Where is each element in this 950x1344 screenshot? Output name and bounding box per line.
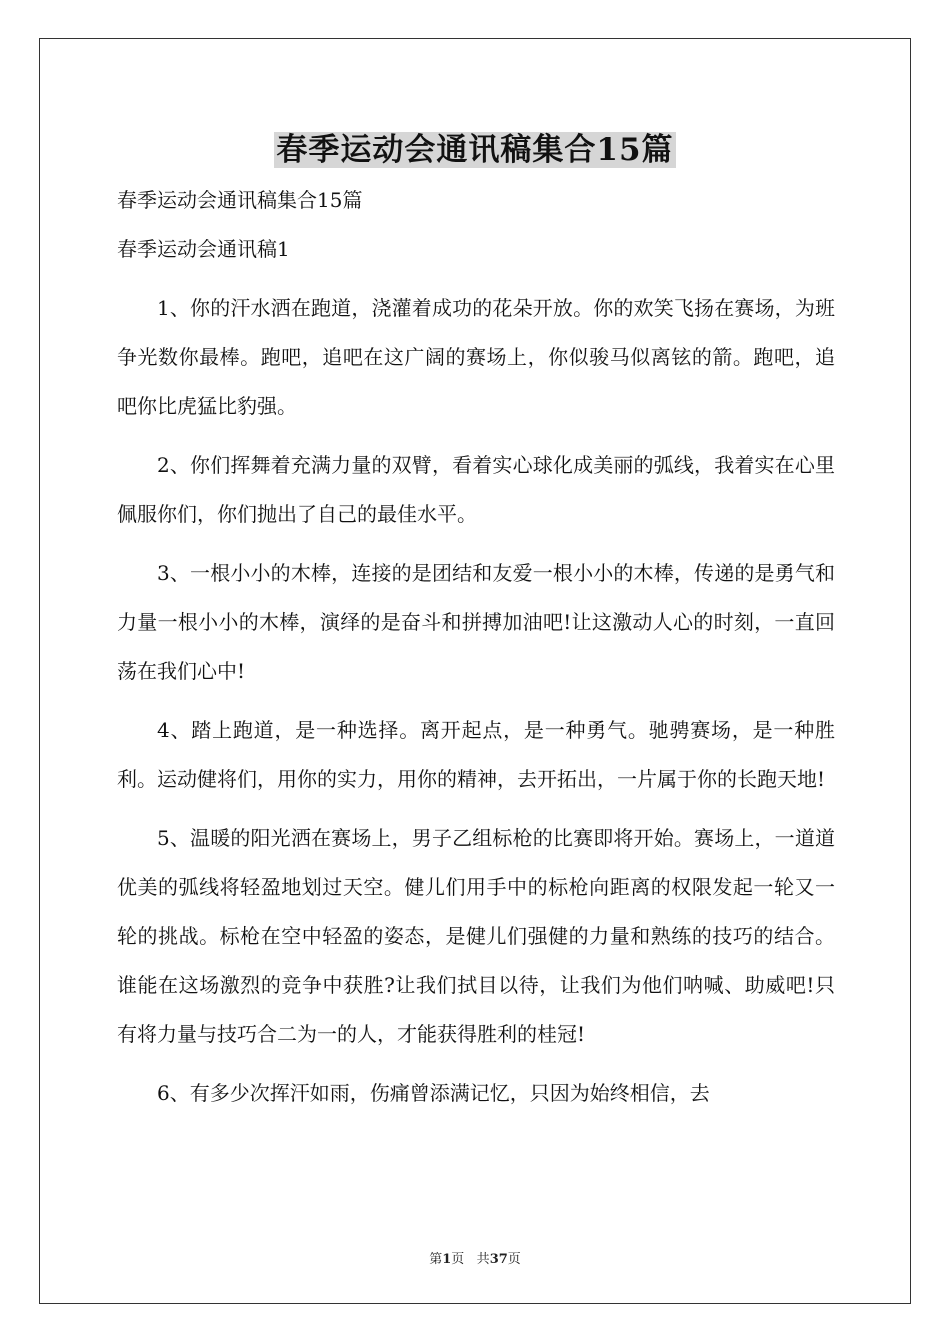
document-title [0, 126, 950, 174]
paragraph-1: 1、你的汗水洒在跑道，浇灌着成功的花朵开放。你的欢笑飞扬在赛场，为班争光数你最棒。跑吧，追吧在这广阔的赛场上，你似骏马似离铉的箭。跑吧，追吧你比虎猛比豹强。 [117, 296, 835, 418]
paragraph-5: 5、温暖的阳光洒在赛场上，男子乙组标枪的比赛即将开始。赛场上，一道道优美的弧线将轻盈地划过天空。健儿们用手中的标枪向距离的权限发起一轮又一轮的挑战。标枪在空中轻盈的姿态，是健儿们强健的力量和熟练的技巧的结合。谁能在这场激烈的竞争中获胜?让我们拭目以待，让我们为他们呐喊、助威吧!只有将力量与技巧合二为一的人，才能获得胜利的桂冠! [117, 826, 835, 1046]
section-heading: 春季运动会通讯稿1 [117, 237, 290, 261]
document-title-text: 春季运动会通讯稿集合15篇 [276, 132, 674, 168]
paragraph-4: 4、踏上跑道，是一种选择。离开起点，是一种勇气。驰骋赛场，是一种胜利。运动健将们，用你的实力，用你的精神，去开拓出，一片属于你的长跑天地! [117, 718, 835, 791]
paragraph-6: 6、有多少次挥汗如雨，伤痛曾添满记忆，只因为始终相信，去 [157, 1081, 710, 1105]
page-prefix: 第 [429, 1252, 443, 1267]
page-footer [0, 1248, 950, 1267]
total-prefix: 共 [476, 1252, 490, 1267]
document-subtitle: 春季运动会通讯稿集合15篇 [117, 188, 363, 212]
page-number: 1 [442, 1252, 452, 1267]
document-body [117, 176, 835, 1118]
paragraph-3: 3、一根小小的木棒，连接的是团结和友爱一根小小的木棒，传递的是勇气和力量一根小小的木棒，演绎的是奋斗和拼搏加油吧!让这激动人心的时刻，一直回荡在我们心中! [117, 561, 835, 683]
total-pages: 37 [489, 1252, 508, 1267]
paragraph-2: 2、你们挥舞着充满力量的双臂，看着实心球化成美丽的弧线，我着实在心里佩服你们，你们抛出了自己的最佳水平。 [117, 453, 835, 526]
total-suffix: 页 [507, 1252, 521, 1267]
page-suffix: 页 [451, 1252, 465, 1267]
